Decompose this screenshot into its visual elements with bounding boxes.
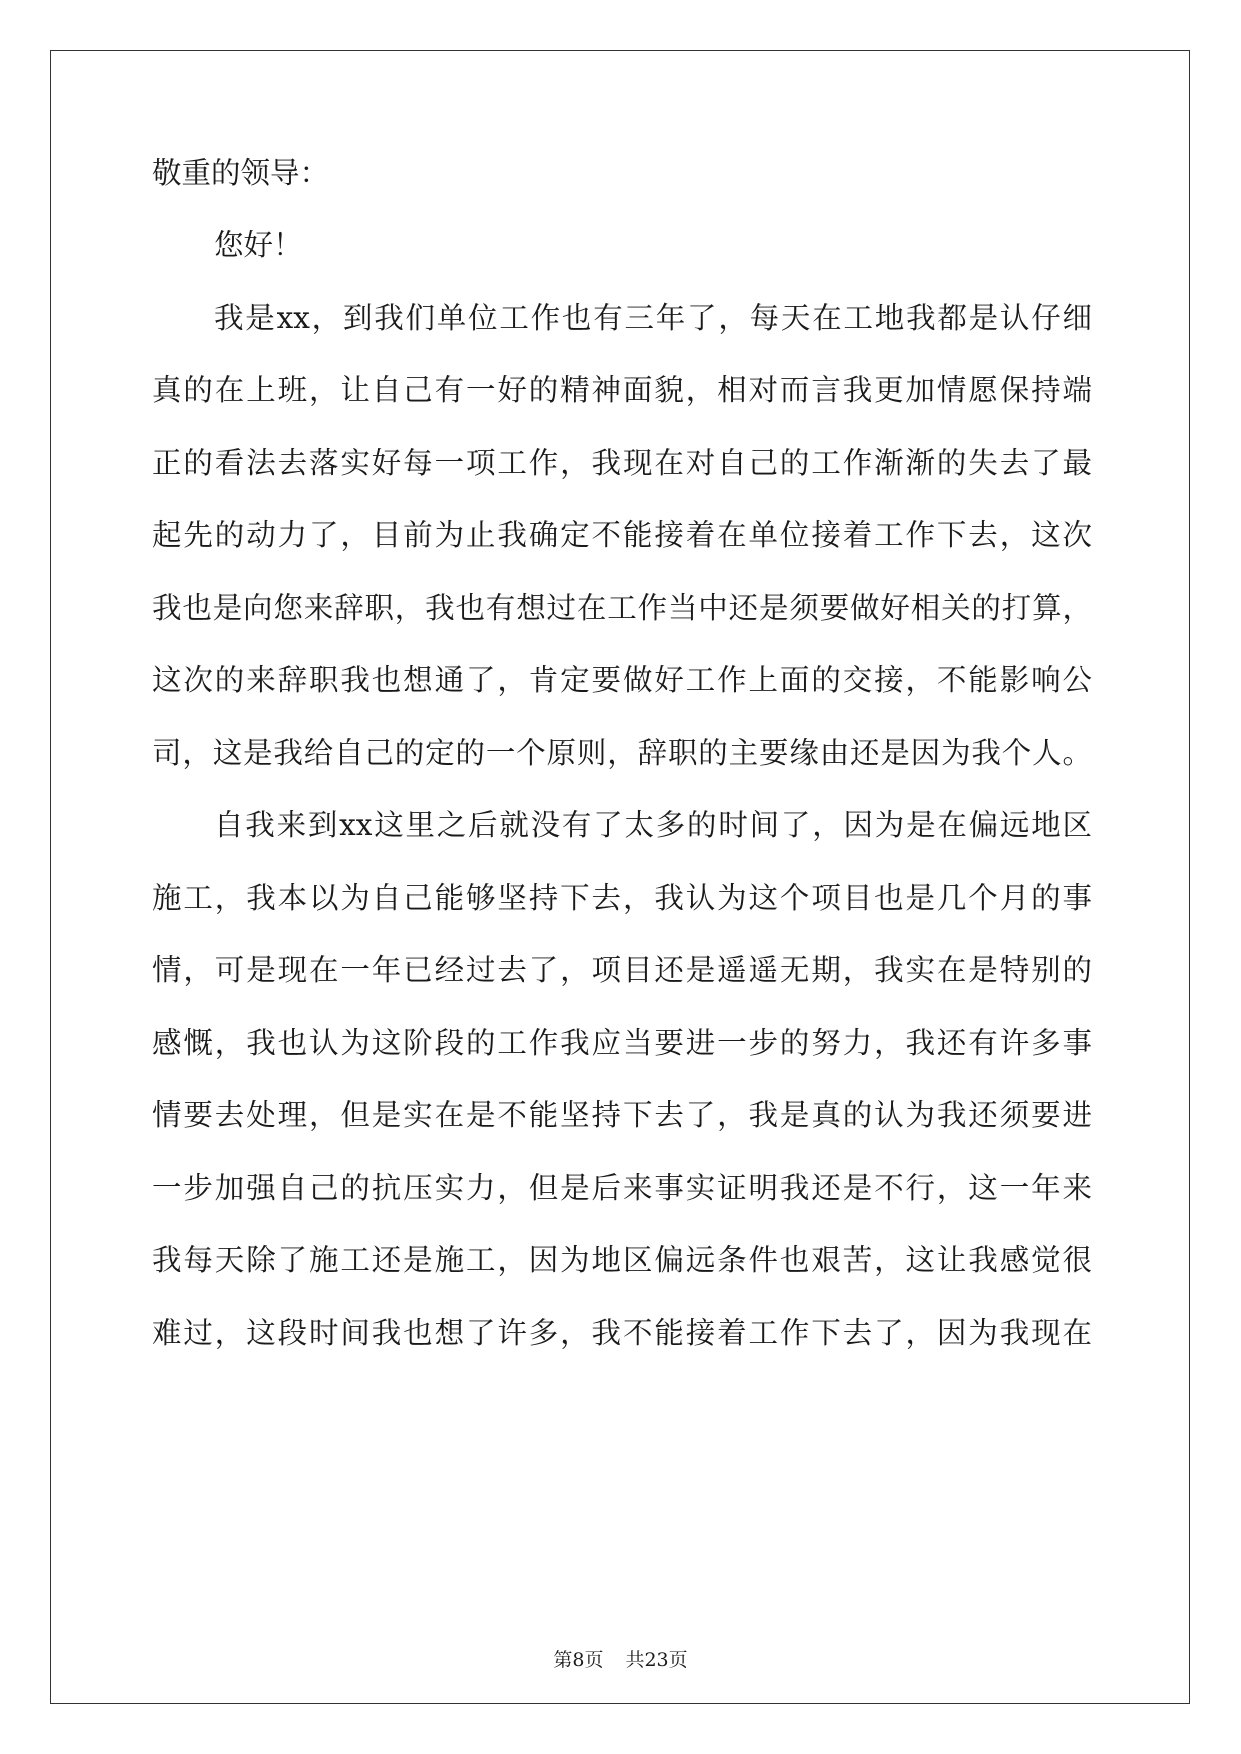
paragraph-1-line: 我也是向您来辞职，我也有想过在工作当中还是须要做好相关的打算，	[152, 591, 1092, 625]
paragraph-1-line: 起先的动力了，目前为止我确定不能接着在单位接着工作下去，这次	[152, 518, 1092, 552]
paragraph-1-line: 司，这是我给自己的定的一个原则，辞职的主要缘由还是因为我个人。	[152, 736, 1092, 770]
paragraph-1-line: 真的在上班，让自己有一好的精神面貌，相对而言我更加情愿保持端	[152, 373, 1092, 407]
page-total: 共23页	[625, 1649, 688, 1671]
paragraph-2-line: 感慨，我也认为这阶段的工作我应当要进一步的努力，我还有许多事	[152, 1026, 1092, 1060]
page-number: 第8页	[553, 1649, 604, 1671]
paragraph-2-line: 施工，我本以为自己能够坚持下去，我认为这个项目也是几个月的事	[152, 881, 1092, 915]
paragraph-2-line: 自我来到xx这里之后就没有了太多的时间了，因为是在偏远地区	[214, 808, 1092, 842]
paragraph-1-line: 这次的来辞职我也想通了，肯定要做好工作上面的交接，不能影响公	[152, 663, 1092, 697]
greeting: 您好！	[214, 228, 303, 262]
paragraph-2-line: 情，可是现在一年已经过去了，项目还是遥遥无期，我实在是特别的	[152, 953, 1092, 987]
paragraph-2-line: 情要去处理，但是实在是不能坚持下去了，我是真的认为我还须要进	[152, 1098, 1092, 1132]
paragraph-2-line: 我每天除了施工还是施工，因为地区偏远条件也艰苦，这让我感觉很	[152, 1243, 1092, 1277]
salutation: 敬重的领导：	[152, 156, 330, 190]
paragraph-2-line: 难过，这段时间我也想了许多，我不能接着工作下去了，因为我现在	[152, 1316, 1092, 1350]
page-footer	[0, 1648, 1241, 1672]
paragraph-1-line: 正的看法去落实好每一项工作，我现在对自己的工作渐渐的失去了最	[152, 446, 1092, 480]
paragraph-1-line: 我是xx，到我们单位工作也有三年了，每天在工地我都是认仔细	[214, 301, 1092, 335]
paragraph-2-line: 一步加强自己的抗压实力，但是后来事实证明我还是不行，这一年来	[152, 1171, 1092, 1205]
